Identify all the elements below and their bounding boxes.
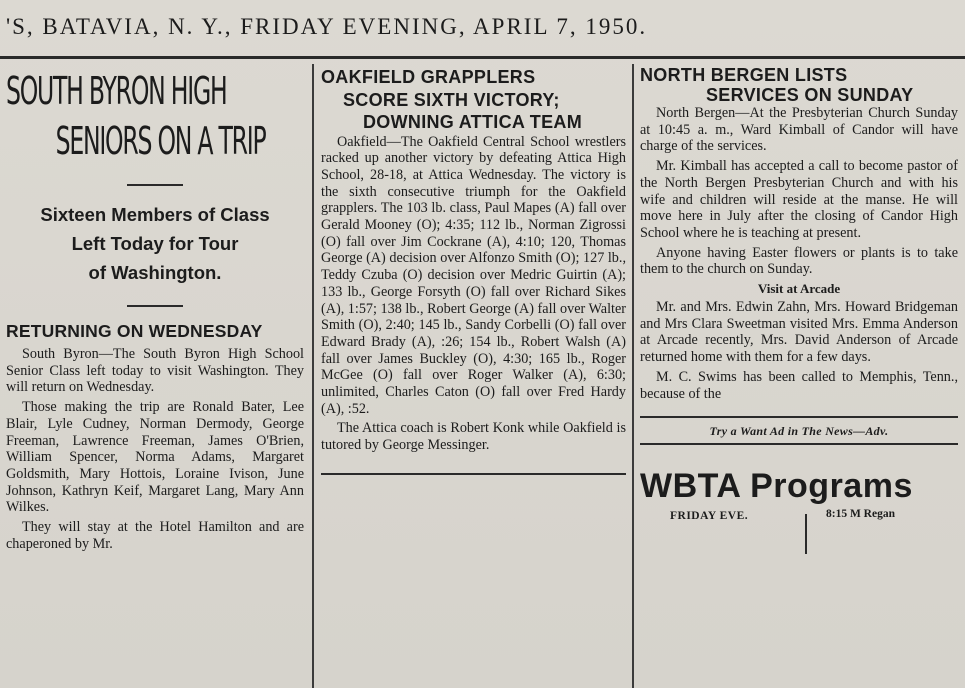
article-north-bergen — [640, 66, 958, 688]
headline-line: SENIORS ON A TRIP — [55, 119, 266, 163]
paragraph: Those making the trip are Ronald Bater, Lee Blair, Lyle Cudney, Norman Dermody, George Freeman, Lawrence Freeman, James O'Brien, William Spencer, Norma Adams, Margaret Goldsmith, Mary Hottois, Loraine Ivison, June Johnson, Kathryn Keif, Margaret Lang, Mary Ann Wilkes. — [6, 399, 304, 516]
divider — [127, 184, 183, 186]
headline-line: SERVICES ON SUNDAY — [706, 84, 914, 105]
deck — [6, 200, 304, 287]
paragraph: North Bergen—At the Presbyterian Church Sunday at 10:45 a. m., Ward Kimball of Candor will have charge of the services. — [640, 105, 958, 155]
wbta-programs-title: WBTA Programs — [640, 467, 913, 506]
masthead-rule — [0, 56, 965, 59]
headline-line: NORTH BERGEN LISTS — [640, 66, 848, 85]
paragraph: South Byron—The South Byron High School Senior Class left today to visit Washington. They will return on Wednesday. — [6, 346, 304, 396]
deck-line: Left Today for Tour — [71, 233, 239, 254]
schedule-entry: 8:15 M Regan — [826, 508, 895, 521]
paragraph: Mr. Kimball has accepted a call to become pastor of the North Bergen Presbyterian Church and with his wife and children will reside at the manse. He will move here in July after the closing of Candor High School where he is teaching at present. — [640, 158, 958, 241]
headline — [640, 66, 958, 105]
program-schedule — [640, 506, 958, 546]
article-south-byron — [6, 66, 304, 688]
headline-line: DOWNING ATTICA TEAM — [363, 112, 583, 132]
divider — [127, 305, 183, 307]
headline — [321, 66, 626, 134]
column-divider — [632, 64, 634, 688]
column-divider — [312, 64, 314, 688]
paragraph: They will stay at the Hotel Hamilton and are chaperoned by Mr. — [6, 519, 304, 552]
divider — [321, 473, 626, 475]
paragraph: Oakfield—The Oakfield Central School wrestlers racked up another victory by defeating Attica High School, 28-18, at Attica Wednesday. The victory is the sixth consecutive triumph for the Oakfield grapplers. The 103 lb. class, Paul Mapes (A) fall over Gerald Mooney (O); 4:35; 112 lb., Norman Zigrossi (O) fall over Jim Cockrane (A), 4:10; 120, Thomas George (A) decision over Alfonzo Smith (O); 127 lb., Teddy Czuba (O) decision over Medric Guirtin (A); 133 lb., George Forsyth (O) fall over Richard Sikes (A), 1:57; 138 lb., Robert George (A) fall over Walter Smith (O), 2:40; 145 lb., Sandy Corbelli (O) fall over Edward Brady (A), :26; 154 lb., Robert Walsh (A) fall over James Buckley (O), 4:30; 165 lb., Roger McGee (O) fall over Roger Walker (A), 6:30; unlimited, Charles Caton (O) fall over Fred Hardy (A), :52. — [321, 133, 626, 417]
deck-line: of Washington. — [88, 262, 222, 283]
headline — [6, 66, 304, 166]
deck-line: Sixteen Members of Class — [40, 204, 270, 225]
paragraph: M. C. Swims has been called to Memphis, Tenn., because of the — [640, 368, 958, 402]
subheadline: Visit at Arcade — [757, 281, 841, 297]
paragraph: Anyone having Easter flowers or plants is to take them to the church on Sunday. — [640, 244, 958, 278]
schedule-day: FRIDAY EVE. — [670, 510, 749, 523]
schedule-divider — [805, 514, 807, 554]
headline-line: OAKFIELD GRAPPLERS — [321, 67, 536, 87]
dateline: 'S, BATAVIA, N. Y., FRIDAY EVENING, APRIL 7, 1950. — [6, 14, 648, 39]
headline-line: SCORE SIXTH VICTORY; — [343, 89, 560, 110]
headline-line: SOUTH BYRON HIGH — [6, 69, 227, 113]
subheadline: RETURNING ON WEDNESDAY — [6, 321, 263, 341]
paragraph: Mr. and Mrs. Edwin Zahn, Mrs. Howard Bridgeman and Mrs Clara Sweetman visited Mrs. Emma Anderson at Arcade recently, Mrs. David Anderson of Arcade returned home with them for a few days. — [640, 299, 958, 366]
want-ad-notice: Try a Want Ad in The News—Adv. — [640, 416, 958, 445]
paragraph: The Attica coach is Robert Konk while Oakfield is tutored by George Messinger. — [321, 420, 626, 454]
article-oakfield-grapplers — [321, 66, 626, 688]
